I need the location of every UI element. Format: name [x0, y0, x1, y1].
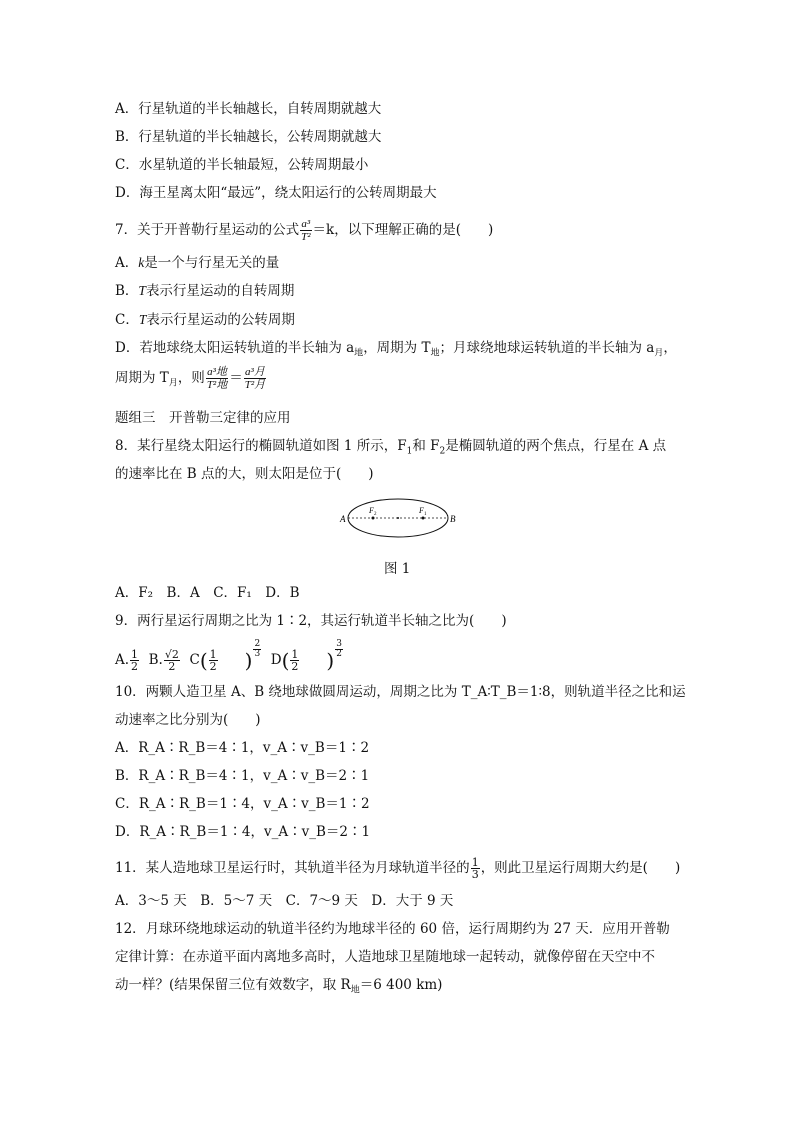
q7-c-text: 表示行星运动的公转周期 — [146, 312, 295, 328]
q7-d-fraction-earth — [206, 366, 228, 391]
q7-d-end: ， — [663, 340, 677, 356]
q8-options: A．F₂ B．A C．F₁ D．B — [115, 585, 300, 601]
q12-line3-suffix: ＝6 400 km) — [359, 977, 443, 993]
q9-b-den: 2 — [168, 660, 176, 673]
q7-stem-suffix: ＝k，以下理解正确的是( ) — [312, 222, 494, 238]
q9-stem: 9．两行星运行周期之比为 1∶2，其运行轨道半长轴之比为( ) — [115, 613, 507, 629]
q7-c-label: C． — [115, 312, 139, 328]
q9-c-num: 1 — [209, 648, 217, 661]
fig-label-b: B — [450, 514, 456, 524]
q7-d-sub-earth: 地 — [354, 348, 364, 359]
q9-d-den: 2 — [291, 660, 299, 673]
q10-option-c: C．R_A∶R_B＝1∶4，v_A∶v_B＝1∶2 — [115, 796, 370, 812]
q9-d-open-paren: ( — [281, 648, 290, 673]
group3-title: 题组三 开普勒三定律的应用 — [115, 410, 291, 426]
q9-c-fraction — [209, 649, 218, 672]
q7-option-a — [115, 254, 279, 272]
q8-line1-b: 和 F — [412, 438, 440, 454]
q7-d-sub-moon2: 月 — [168, 378, 178, 389]
q9-d-fraction — [290, 649, 299, 672]
q9-a-num: 1 — [131, 648, 139, 661]
fig-label-f2: F — [369, 506, 374, 515]
q11-stem — [115, 857, 680, 880]
fig-label-f1-sub: 1 — [424, 512, 427, 517]
q12-line3-sub: 地 — [350, 985, 360, 996]
q7-d-eq: ＝ — [229, 370, 243, 386]
q7-d-mid: ，周期为 T — [363, 340, 431, 356]
q11-frac-num: 1 — [471, 856, 479, 869]
q9-c-exp-num: 2 — [254, 639, 261, 649]
q9-options — [115, 640, 344, 676]
fig-label-a: A — [340, 514, 346, 524]
q6-option-a: A．行星轨道的半长轴越长，自转周期就越大 — [115, 101, 382, 117]
q10-line1: 10．两颗人造卫星 A、B 绕地球做圆周运动，周期之比为 T_A∶T_B＝1∶8，则轨道半径之比和运 — [115, 684, 686, 700]
q11-stem-prefix: 11．某人造地球卫星运行时，其轨道半径为月球轨道半径的 — [115, 860, 470, 876]
q8-f2-sub: 2 — [439, 446, 446, 457]
q7-option-c — [115, 311, 295, 329]
q9-b-label: B. — [148, 652, 163, 668]
q8-f1-sub: 1 — [406, 446, 413, 457]
q6-option-b: B．行星轨道的半长轴越长，公转周期就越大 — [115, 129, 382, 145]
q7-c-var: T — [138, 312, 147, 327]
q9-d-label: D — [270, 652, 282, 668]
q7-formula-fraction — [300, 218, 311, 243]
q8-line1 — [115, 437, 666, 461]
q9-a-den: 2 — [131, 660, 139, 673]
q7-option-b — [115, 282, 294, 300]
q9-b-fraction — [164, 649, 180, 672]
q9-c-close-paren: ) — [244, 648, 253, 673]
q9-d-exp-den: 2 — [336, 649, 342, 659]
q7-d-sub-moon: 月 — [654, 348, 664, 359]
q7-frac-num: a³ — [301, 218, 311, 230]
q6-option-c: C．水星轨道的半长轴最短，公转周期最小 — [115, 157, 369, 173]
q9-d-close-paren: ) — [326, 648, 335, 673]
q12-line1: 12．月球环绕地球运动的轨道半径约为地球半径的 60 倍，运行周期约为 27 天．应用开普勒 — [115, 921, 670, 937]
q9-c-open-paren: ( — [199, 648, 208, 673]
q10-option-b: B．R_A∶R_B＝4∶1，v_A∶v_B＝2∶1 — [115, 768, 370, 784]
q7-stem — [115, 218, 493, 243]
q9-c-exp-den: 3 — [254, 649, 261, 659]
q10-option-a: A．R_A∶R_B＝4∶1，v_A∶v_B＝1∶2 — [115, 740, 370, 756]
q11-stem-suffix: ，则此卫星运行周期大约是( ) — [480, 860, 681, 876]
q12-line3-prefix: 动一样？(结果保留三位有效数字，取 R — [115, 977, 351, 993]
q11-fraction — [471, 857, 480, 880]
q7-d-frac2-den: T²月 — [244, 379, 266, 391]
q9-a-label: A. — [115, 652, 130, 668]
fig-label-f1: F — [419, 506, 424, 515]
q9-d-exp-num: 3 — [336, 639, 342, 649]
q6-option-d: D．海王星离太阳“最远”，绕太阳运行的公转周期最大 — [115, 185, 437, 201]
figure-caption: 图 1 — [384, 561, 411, 577]
q7-d-frac2-num: a³月 — [245, 366, 265, 378]
ellipse-orbit-svg — [338, 496, 458, 546]
q7-d-line2-prefix: 周期为 T — [115, 370, 169, 386]
q7-d-frac1-den: T²地 — [206, 379, 228, 391]
q7-d-line2-mid: ，则 — [177, 370, 205, 386]
q10-line2: 动速率之比分别为( ) — [115, 712, 261, 728]
q9-a-fraction — [130, 649, 139, 672]
q9-c-den: 2 — [209, 660, 217, 673]
q8-line2: 的速率比在 B 点的大，则太阳是位于( ) — [115, 466, 374, 482]
q9-c-label: C — [189, 652, 200, 668]
q7-d-line1: D．若地球绕太阳运转轨道的半长轴为 a — [115, 340, 355, 356]
q9-d-num: 1 — [291, 648, 299, 661]
q7-a-var: k — [138, 255, 145, 270]
q8-line1-a: 8．某行星绕太阳运行的椭圆轨道如图 1 所示，F — [115, 438, 407, 454]
q7-b-var: T — [138, 283, 146, 298]
q9-c-exponent — [253, 640, 261, 659]
q7-stem-prefix: 7．关于开普勒行星运动的公式 — [115, 222, 300, 238]
center-point — [397, 517, 399, 519]
q10-option-d: D．R_A∶R_B＝1∶4，v_A∶v_B＝2∶1 — [115, 824, 371, 840]
q11-frac-den: 3 — [471, 868, 479, 881]
q7-option-d-line1 — [115, 339, 677, 363]
q7-option-d-line2 — [115, 366, 267, 393]
q9-b-num: √2 — [164, 648, 179, 661]
q12-line3 — [115, 976, 442, 1000]
q7-b-text: 表示行星运动的自转周期 — [145, 283, 295, 299]
q7-frac-den: T² — [301, 231, 311, 243]
q7-d-frac1-num: a³地 — [207, 366, 227, 378]
q12-line2: 定律计算：在赤道平面内离地多高时，人造地球卫星随地球一起转动，就像停留在天空中不 — [115, 949, 655, 965]
q7-b-label: B． — [115, 283, 139, 299]
q8-line1-c: 是椭圆轨道的两个焦点，行星在 A 点 — [445, 438, 667, 454]
q7-d-sub-earth2: 地 — [430, 348, 440, 359]
fig-label-f2-sub: 2 — [374, 512, 377, 517]
q7-d-fraction-moon — [244, 366, 266, 391]
q7-d-mid2: ；月球绕地球运转轨道的半长轴为 a — [439, 340, 655, 356]
ellipse-orbit-figure — [338, 496, 458, 550]
q9-d-exponent — [335, 640, 343, 659]
q7-a-label: A． — [115, 255, 139, 271]
q7-a-text: 是一个与行星无关的量 — [144, 255, 280, 271]
q11-options: A．3～5 天 B．5～7 天 C．7～9 天 D．大于 9 天 — [115, 893, 454, 909]
